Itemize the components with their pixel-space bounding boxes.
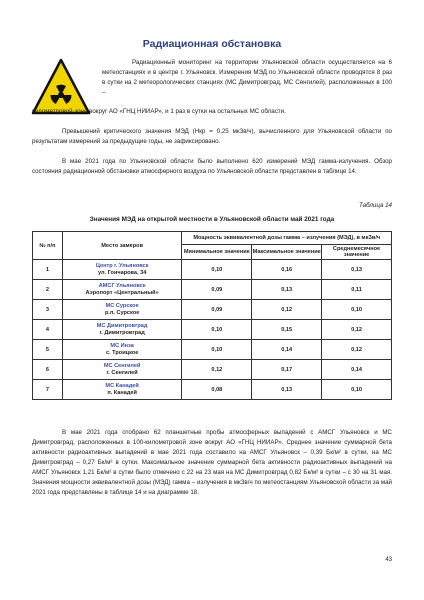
header-min: Минимальное значение bbox=[182, 245, 252, 260]
row-avg: 0,10 bbox=[322, 380, 392, 400]
row-place bbox=[62, 320, 182, 340]
row-avg: 0,11 bbox=[322, 280, 392, 300]
row-number: 2 bbox=[33, 280, 63, 300]
station-location: ул. Гончарова, 34 bbox=[97, 269, 147, 276]
paragraph-fallout: В мае 2021 года отобрано 62 планшетные пробы атмосферных выпадений с АМСГ Ульяновск и МС Димитровград, расположенных в 100-километровой зоне вокруг АО «ГНЦ НИИАР». Среднее значение суммарной бета активности радиоактивных выпадений в мае 2021 года составило на АМСГ Ульяновск – 0,39 Бк/м² в сутки, на МС Димитровград – 0,27 Бк/м² в сутки. Максимальное значение суммарной бета активности радиоактивных выпадений на АМСГ Ульяновск 1,21 Бк/м² в сутки было отмечено с 22 на 23 мая на МС Димитровград 0,82 Бк/м² в сутки – с 30 на 31 мая. Значения мощности эквивалентной дозы (МЭД) гамма – излучения в мкЗв/ч по метеостанциям Ульяновской области за май 2021 года представлены в таблице 14 и на диаграмме 18. bbox=[32, 429, 392, 496]
header-dose-group: Мощность эквивалентной дозы гамма – излучения (МЭД), в мкЗв/ч bbox=[182, 232, 392, 245]
table-row bbox=[33, 260, 392, 280]
row-number: 7 bbox=[33, 380, 63, 400]
row-number: 1 bbox=[33, 260, 63, 280]
row-place bbox=[62, 260, 182, 280]
row-max: 0,13 bbox=[252, 380, 322, 400]
row-min: 0,10 bbox=[182, 260, 252, 280]
row-max: 0,12 bbox=[252, 300, 322, 320]
row-avg: 0,10 bbox=[322, 300, 392, 320]
station-location: Аэропорт «Центральный» bbox=[85, 289, 159, 296]
header-max: Максимальное значение bbox=[252, 245, 322, 260]
station-name: МС Сенгилей bbox=[103, 362, 141, 369]
row-place bbox=[62, 380, 182, 400]
paragraph-measurements: В мае 2021 года по Ульяновской области было выполнено 620 измерений МЭД гамма-излучения. Обзор состояния радиационной обстановки атмосферного воздуха по Ульяновской области представлен в таблице 14. bbox=[32, 158, 392, 175]
header-number: № п/п bbox=[33, 232, 63, 260]
station-location: г. Сенгилей bbox=[106, 369, 138, 376]
row-avg: 0,14 bbox=[322, 360, 392, 380]
station-location: г. Димитровград bbox=[99, 329, 145, 336]
table-row bbox=[33, 340, 392, 360]
paragraph-critical-value: Превышений критического значения МЭД (Нкр = 0,25 мкЗв/ч), вычисленного для Ульяновской области по результатам измерений за предыдущие годы, не зафиксировано. bbox=[32, 128, 392, 145]
row-number: 4 bbox=[33, 320, 63, 340]
row-place bbox=[62, 360, 182, 380]
row-max: 0,17 bbox=[252, 360, 322, 380]
table-row bbox=[33, 380, 392, 400]
paragraph-monitoring-cont: километровой зоне вокруг АО «ГНЦ НИИАР», и 1 раз в сутки на остальных МС области. bbox=[32, 108, 286, 115]
row-min: 0,09 bbox=[182, 280, 252, 300]
paragraph-monitoring: Радиационный мониторинг на территории Ульяновской области осуществляется на 6 метеостанциях и в центре г. Ульяновск. Измерения МЭД по Ульяновской области проводятся 8 раз в сутки на 2 метеорологических станциях (МС Димитровград, МС Сенгилей), расположенных в 100 – bbox=[102, 59, 392, 96]
page-title: Радиационная обстановка bbox=[142, 38, 282, 50]
station-name: МС Сурское bbox=[105, 302, 139, 309]
row-avg: 0,12 bbox=[322, 340, 392, 360]
row-min: 0,10 bbox=[182, 320, 252, 340]
station-location: с. Троицкое bbox=[105, 349, 139, 356]
row-avg: 0,13 bbox=[322, 260, 392, 280]
row-max: 0,15 bbox=[252, 320, 322, 340]
station-location: п. Канадей bbox=[107, 389, 137, 396]
row-place bbox=[62, 300, 182, 320]
row-max: 0,13 bbox=[252, 280, 322, 300]
row-max: 0,16 bbox=[252, 260, 322, 280]
header-avg: Среднемесячное значение bbox=[322, 245, 392, 260]
station-name: МС Канадей bbox=[105, 382, 139, 389]
table-row bbox=[33, 360, 392, 380]
table-title: Значения МЭД на открытой местности в Ульяновской области май 2021 года bbox=[89, 216, 335, 223]
row-number: 5 bbox=[33, 340, 63, 360]
table-row bbox=[33, 300, 392, 320]
measurements-table bbox=[32, 231, 392, 400]
row-min: 0,09 bbox=[182, 300, 252, 320]
row-number: 6 bbox=[33, 360, 63, 380]
row-min: 0,12 bbox=[182, 360, 252, 380]
row-number: 3 bbox=[33, 300, 63, 320]
station-location: р.п. Сурское bbox=[104, 309, 140, 316]
row-min: 0,08 bbox=[182, 380, 252, 400]
station-name: Центр г. Ульяновск bbox=[95, 262, 149, 269]
table-number: Таблица 14 bbox=[358, 202, 392, 209]
table-row bbox=[33, 320, 392, 340]
page-number: 43 bbox=[385, 557, 392, 563]
header-place: Место замеров bbox=[62, 232, 182, 260]
station-name: МС Димитровград bbox=[96, 322, 148, 329]
station-name: МС Инза bbox=[110, 342, 134, 349]
row-place bbox=[62, 280, 182, 300]
row-place bbox=[62, 340, 182, 360]
row-min: 0,10 bbox=[182, 340, 252, 360]
table-row bbox=[33, 280, 392, 300]
row-max: 0,14 bbox=[252, 340, 322, 360]
station-name: АМСГ Ульяновск bbox=[98, 282, 146, 289]
row-avg: 0,12 bbox=[322, 320, 392, 340]
